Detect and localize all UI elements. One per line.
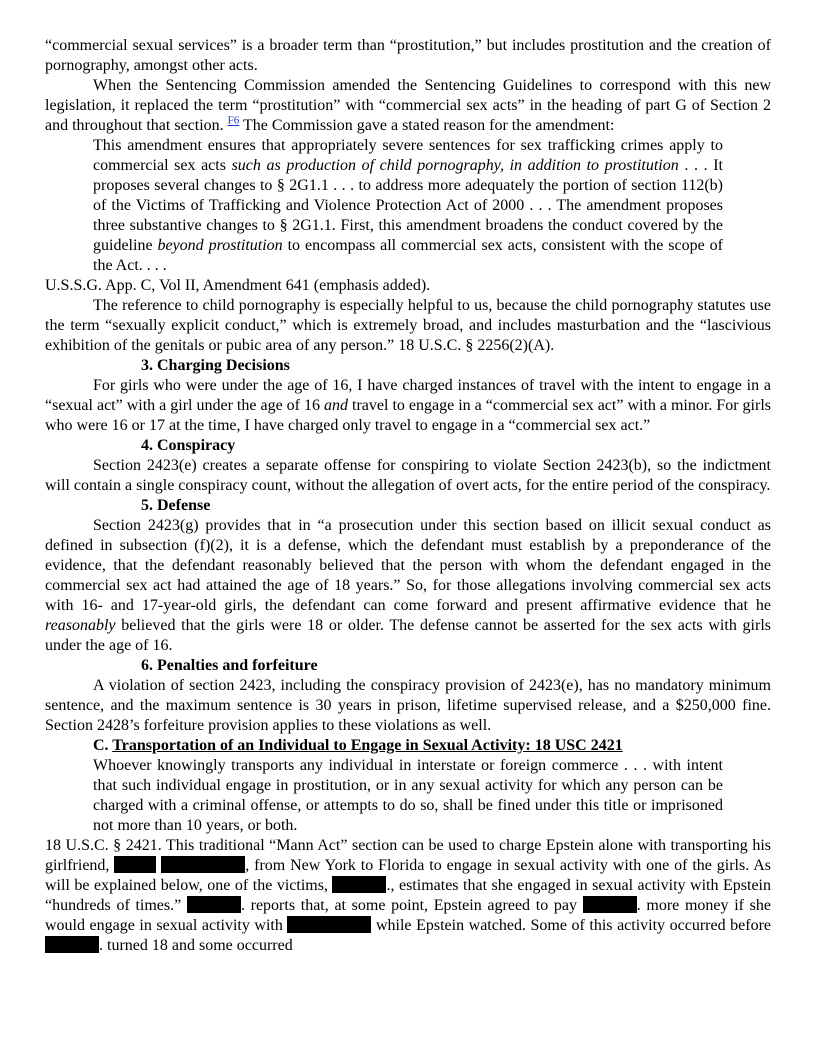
- paragraph-text: . more money if she would engage in sexual activity with: [45, 897, 771, 934]
- citation-ussg: U.S.S.G. App. C, Vol II, Amendment 641 (emphasis added).: [45, 277, 431, 294]
- paragraph-text: Section 2423(g) provides that in “a prosecution under this section based on illicit sexual conduct as defined in subsection (f)(2), it is a defense, which the defendant must establish by a preponderance of the evidence, that the defendant reasonably believed that the person with whom the defendant engaged in the commercial sex act had attained the age of 18 years.” So, for those allegations involving commercial sex acts with 16- and 17-year-old girls, the defendant can come forward and present affirmative evidence that he: [45, 517, 771, 614]
- heading-transportation: [93, 736, 771, 756]
- paragraph-penalties: A violation of section 2423, including the conspiracy provision of 2423(e), has no mandatory minimum sentence, and the maximum sentence is 30 years in prison, lifetime supervised release, and a $250,000 fine. Section 2428’s forfeiture provision applies to these violations as well.: [45, 677, 771, 734]
- heading-defense: 5. Defense: [141, 497, 211, 514]
- quote-text: . . . It proposes several changes to § 2G1.1 . . . to address more adequately the portion of section 112(b) of the Victims of Trafficking and Violence Protection Act of 2000 . . . The amendment proposes three substantive changes to § 2G1.1. First, this amendment broadens the conduct covered by the guideline: [93, 157, 723, 254]
- redaction-block: [114, 856, 156, 873]
- paragraph-text: . reports that, at some point, Epstein agreed to pay: [240, 897, 583, 914]
- redaction-block: [45, 936, 99, 953]
- paragraph-text: For girls who were under the age of 16, I have charged instances of travel with the intent to engage in a “sexual act” with a girl under the age of 16: [45, 377, 771, 414]
- redaction-block: [332, 876, 386, 893]
- paragraph-defense: [45, 516, 771, 656]
- paragraph-mann-act: [45, 836, 771, 956]
- paragraph-emphasis: reasonably: [45, 617, 116, 634]
- paragraph-text: believed that the girls were 18 or older. The defense cannot be asserted for the sex acts with girls under the age of 16.: [45, 617, 771, 654]
- paragraph-text: travel to engage in a “commercial sex act” with a minor. For girls who were 16 or 17 at the time, I have charged only travel to engage in a “commercial sex act.”: [45, 397, 772, 434]
- document-page: [45, 36, 771, 956]
- heading-penalties: 6. Penalties and forfeiture: [141, 657, 318, 674]
- quote-text: to encompass all commercial sex acts, consistent with the scope of the Act. . . .: [93, 237, 723, 274]
- paragraph-text: while Epstein watched. Some of this activity occurred before: [371, 917, 771, 934]
- paragraph-text: The Commission gave a stated reason for the amendment:: [239, 117, 615, 134]
- redaction-block: [583, 896, 637, 913]
- paragraph-child-pornography: The reference to child pornography is especially helpful to us, because the child pornography statutes use the term “sexually explicit conduct,” which is extremely broad, and includes masturbation and the “lascivious exhibition of the genitals or pubic area of any person.” 18 U.S.C. § 2256(2)(A).: [45, 297, 771, 354]
- paragraph-commercial-sexual-services: “commercial sexual services” is a broader term than “prostitution,” but includes prostitution and the creation of pornography, amongst other acts.: [45, 37, 771, 74]
- redaction-block: [287, 916, 371, 933]
- quote-emphasis: such as production of child pornography, in addition to prostitution: [231, 157, 679, 174]
- heading-conspiracy: 4. Conspiracy: [141, 437, 236, 454]
- paragraph-conspiracy: Section 2423(e) creates a separate offense for conspiring to violate Section 2423(b), so the indictment will contain a single conspiracy count, without the allegation of overt acts, for the entire period of the conspiracy.: [45, 457, 771, 494]
- heading-charging-decisions: 3. Charging Decisions: [141, 357, 290, 374]
- paragraph-text: ., estimates that she engaged in sexual activity with Epstein “hundreds of times.”: [45, 877, 772, 914]
- paragraph-text: . turned 18 and some occurred: [99, 937, 293, 954]
- redaction-block: [161, 856, 245, 873]
- redaction-block: [187, 896, 241, 913]
- block-quote-statute: Whoever knowingly transports any individual in interstate or foreign commerce . . . with intent that such individual engage in prostitution, or in any sexual activity for which any person can be charged with a criminal offense, or attempts to do so, shall be fined under this title or imprisoned not more than 10 years, or both.: [93, 757, 723, 834]
- heading-title: Transportation of an Individual to Engage in Sexual Activity: 18 USC 2421: [112, 737, 623, 754]
- paragraph-emphasis: and: [324, 397, 349, 414]
- quote-emphasis: beyond prostitution: [157, 237, 283, 254]
- footnote-link-f6[interactable]: F6: [227, 114, 240, 127]
- heading-letter: C.: [93, 737, 113, 754]
- paragraph-sentencing-commission: [45, 76, 771, 136]
- paragraph-text: When the Sentencing Commission amended the Sentencing Guidelines to correspond with this new legislation, it replaced the term “prostitution” with “commercial sex acts” in the heading of part G of Section 2 and throughout that section.: [45, 77, 771, 134]
- paragraph-text: 18 U.S.C. § 2421. This traditional “Mann Act” section can be used to charge Epstein alone with transporting his girlfriend,: [45, 837, 771, 874]
- paragraph-text: , from New York to Florida to engage in sexual activity with one of the girls. As will be explained below, one of the victims,: [45, 857, 772, 894]
- quote-text: This amendment ensures that appropriately severe sentences for sex trafficking crimes apply to commercial sex acts: [93, 137, 723, 174]
- paragraph-charging-decisions: [45, 376, 771, 436]
- block-quote-amendment: [93, 136, 723, 276]
